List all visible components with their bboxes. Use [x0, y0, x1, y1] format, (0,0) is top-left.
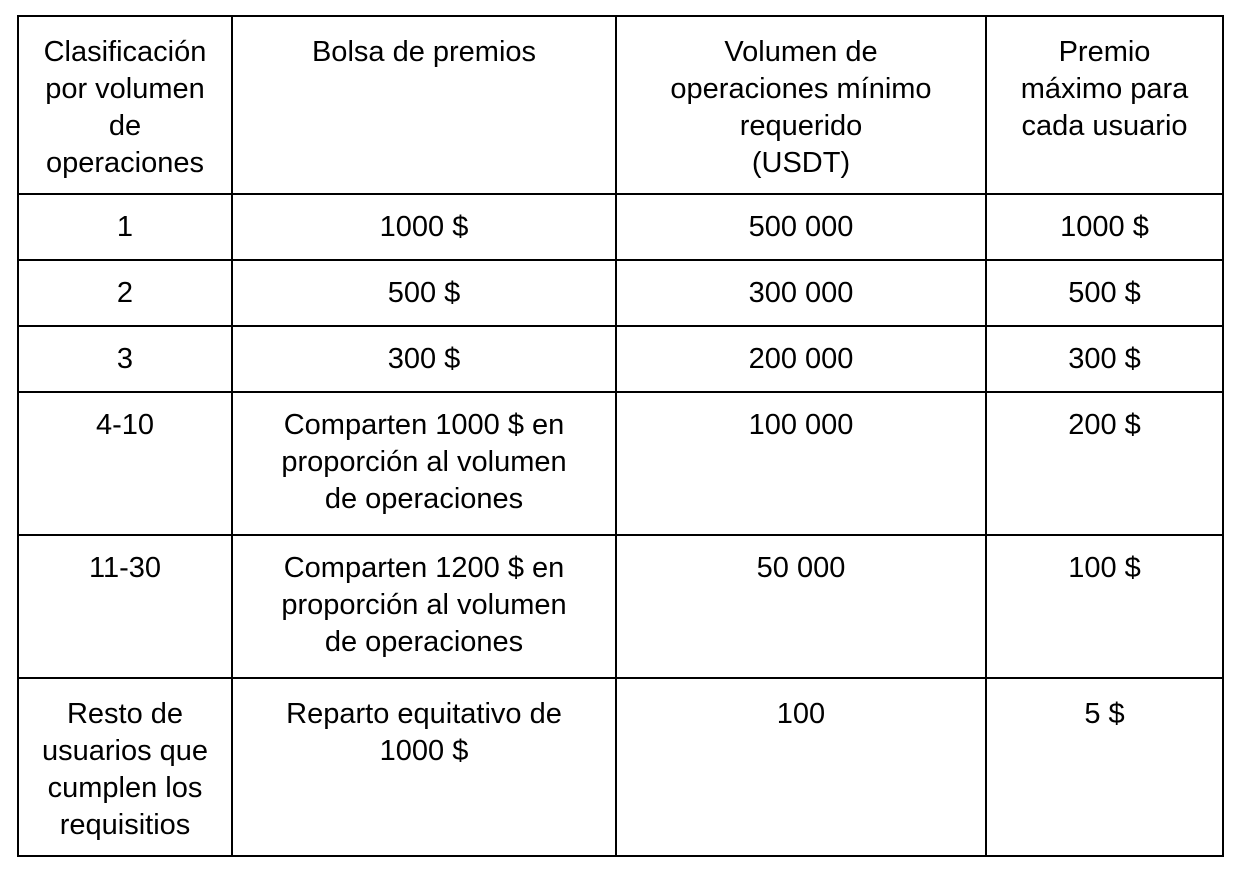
cell-max-prize [986, 326, 1223, 392]
table-row [18, 194, 1223, 260]
header-max-prize-line: máximo para [1020, 73, 1189, 105]
cell-prize-pool-line: proporción al volumen [281, 589, 567, 621]
cell-max-prize-line: 1000 $ [1060, 211, 1149, 243]
table-row [18, 392, 1223, 535]
cell-min-volume [616, 535, 986, 678]
cell-prize-pool-line: de operaciones [324, 483, 524, 515]
cell-prize-pool [232, 326, 616, 392]
table-row [18, 678, 1223, 856]
cell-prize-pool-line: de operaciones [324, 626, 524, 658]
cell-max-prize [986, 392, 1223, 535]
header-min-volume-line: (USDT) [751, 147, 851, 179]
cell-min-volume-line: 100 [776, 698, 826, 730]
cell-max-prize-line: 200 $ [1068, 409, 1141, 441]
cell-min-volume [616, 326, 986, 392]
cell-prize-pool [232, 194, 616, 260]
cell-max-prize [986, 194, 1223, 260]
cell-prize-pool-line: 500 $ [387, 277, 461, 309]
cell-rank-line: 1 [116, 211, 134, 243]
cell-rank-line: requisitios [59, 809, 191, 841]
cell-max-prize-line: 300 $ [1068, 343, 1141, 375]
cell-min-volume-line: 100 000 [748, 409, 854, 441]
prize-table-container [17, 15, 1224, 857]
header-prize-pool-line: Bolsa de premios [311, 36, 537, 68]
cell-prize-pool-line: 1000 $ [379, 735, 469, 767]
cell-rank-line: usuarios que [41, 735, 209, 767]
cell-max-prize [986, 260, 1223, 326]
header-row [18, 16, 1223, 194]
cell-min-volume [616, 194, 986, 260]
cell-max-prize-line: 5 $ [1084, 698, 1125, 730]
header-ranking-line: operaciones [46, 147, 204, 179]
cell-min-volume-line: 50 000 [756, 552, 846, 584]
cell-min-volume [616, 260, 986, 326]
cell-rank-line: 2 [116, 277, 134, 309]
cell-rank-line: cumplen los [47, 772, 203, 804]
cell-rank [18, 678, 232, 856]
cell-rank [18, 535, 232, 678]
cell-rank-line: Resto de [66, 698, 184, 730]
header-min-volume-line: operaciones mínimo [670, 73, 932, 105]
table-row [18, 326, 1223, 392]
header-prize-pool [232, 16, 616, 194]
cell-min-volume [616, 678, 986, 856]
header-min-volume-line: Volumen de [724, 36, 878, 68]
cell-prize-pool-line: Comparten 1000 $ en [283, 409, 565, 441]
header-ranking-line: Clasificación [43, 36, 207, 68]
prize-table [17, 15, 1224, 857]
table-row [18, 260, 1223, 326]
cell-prize-pool-line: Reparto equitativo de [286, 698, 562, 730]
header-max-prize-line: Premio [1058, 36, 1151, 68]
cell-prize-pool-line: 300 $ [387, 343, 461, 375]
cell-max-prize-line: 100 $ [1068, 552, 1141, 584]
cell-rank [18, 326, 232, 392]
header-ranking [18, 16, 232, 194]
cell-prize-pool [232, 678, 616, 856]
cell-prize-pool [232, 535, 616, 678]
cell-max-prize [986, 535, 1223, 678]
cell-rank-line: 4-10 [95, 409, 155, 441]
cell-rank [18, 194, 232, 260]
header-min-volume [616, 16, 986, 194]
cell-rank [18, 260, 232, 326]
cell-max-prize [986, 678, 1223, 856]
cell-rank [18, 392, 232, 535]
header-min-volume-line: requerido [739, 110, 863, 142]
cell-prize-pool-line: Comparten 1200 $ en [283, 552, 565, 584]
cell-min-volume-line: 300 000 [748, 277, 854, 309]
table-row [18, 535, 1223, 678]
cell-min-volume [616, 392, 986, 535]
header-max-prize-line: cada usuario [1021, 110, 1188, 142]
cell-min-volume-line: 200 000 [748, 343, 854, 375]
cell-prize-pool-line: proporción al volumen [281, 446, 567, 478]
cell-min-volume-line: 500 000 [748, 211, 854, 243]
cell-max-prize-line: 500 $ [1068, 277, 1141, 309]
header-max-prize [986, 16, 1223, 194]
cell-prize-pool-line: 1000 $ [379, 211, 469, 243]
cell-prize-pool [232, 392, 616, 535]
cell-prize-pool [232, 260, 616, 326]
header-ranking-line: de [108, 110, 142, 142]
cell-rank-line: 3 [116, 343, 134, 375]
header-ranking-line: por volumen [45, 73, 205, 105]
cell-rank-line: 11-30 [88, 552, 162, 584]
